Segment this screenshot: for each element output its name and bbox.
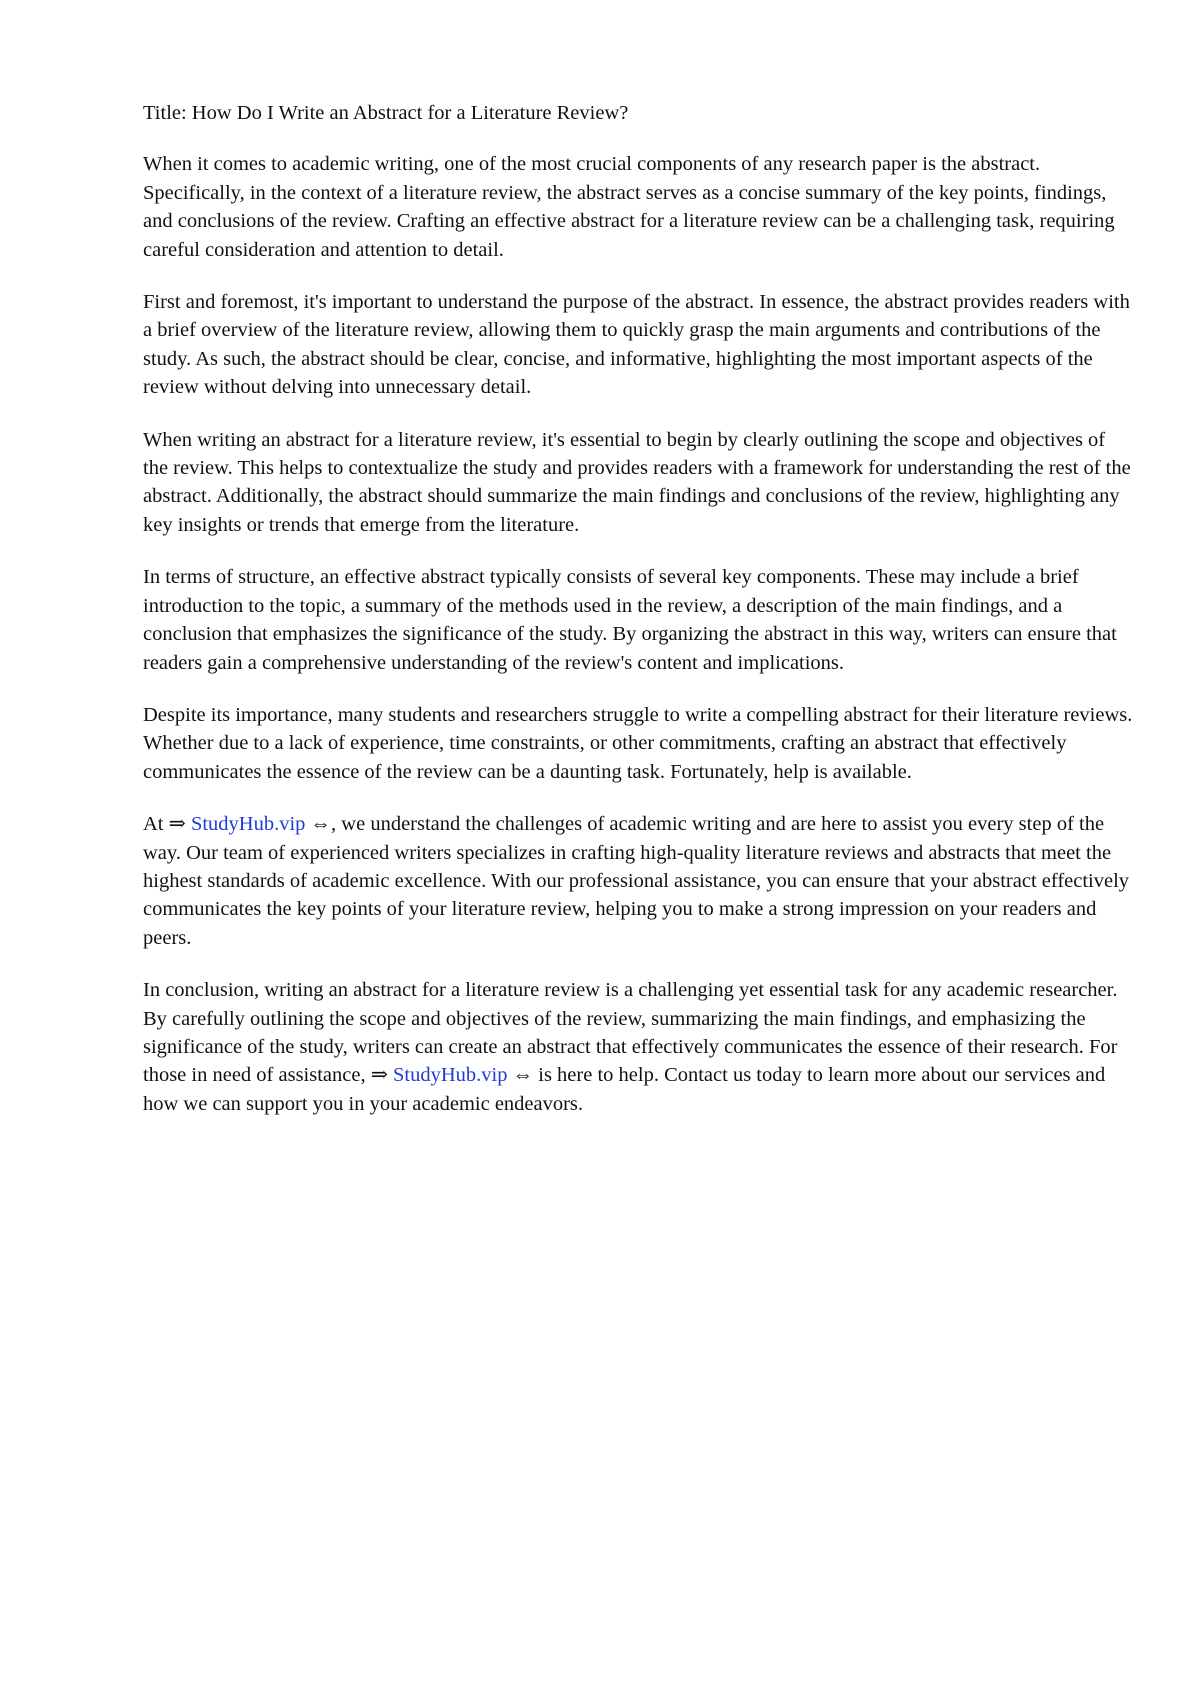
studyhub-link[interactable]: StudyHub.vip	[190, 813, 306, 836]
document-page	[143, 99, 1133, 1142]
paragraph-7-text: In conclusion, writing an abstract for a literature review is a challenging yet essential task for any academic researcher. By carefully outlining the scope and objectives of the review, summarizing the main findings, and emphasizing the significance of the study, writers can create an abstract that effectively communicates the essence of their research. For those in need of assistance, ⇒	[143, 979, 1118, 1087]
paragraph-1: When it comes to academic writing, one of the most crucial components of any research paper is the abstract. Specifically, in the context of a literature review, the abstract serves as a concise summary of the key points, findings, and conclusions of the review. Crafting an effective abstract for a literature review can be a challenging task, requiring careful consideration and attention to detail.	[143, 153, 1115, 261]
paragraph-6-lead: At ⇒	[143, 813, 191, 836]
paragraph-3: When writing an abstract for a literature review, it's essential to begin by clearly outlining the scope and objectives of the review. This helps to contextualize the study and provides readers with a framework for understanding the rest of the abstract. Additionally, the abstract should summarize the main findings and conclusions of the review, highlighting any key insights or trends that emerge from the literature.	[143, 428, 1131, 536]
paragraph-7-tail: ⇔ is here to help. Contact us today to learn more about our services and how we can support you in your academic endeavors.	[143, 1064, 1106, 1115]
document-title: Title: How Do I Write an Abstract for a Literature Review?	[143, 102, 629, 124]
paragraph-6-text: ⇔, we understand the challenges of academic writing and are here to assist you every step of the way. Our team of experienced writers specializes in crafting high-quality literature reviews and abstracts that meet the highest standards of academic excellence. With our professional assistance, you can ensure that your abstract effectively communicates the key points of your literature review, helping you to make a strong impression on your readers and peers.	[143, 813, 1130, 949]
paragraph-6	[143, 810, 1133, 952]
paragraph-4: In terms of structure, an effective abstract typically consists of several key components. These may include a brief introduction to the topic, a summary of the methods used in the review, a description of the main findings, and a conclusion that emphasizes the significance of the study. By organizing the abstract in this way, writers can ensure that readers gain a comprehensive understanding of the review's content and implications.	[143, 566, 1117, 674]
paragraph-7	[143, 976, 1133, 1118]
paragraph-5: Despite its importance, many students and researchers struggle to write a compelling abstract for their literature reviews. Whether due to a lack of experience, time constraints, or other commitments, crafting an abstract that effectively communicates the essence of the review can be a daunting task. Fortunately, help is available.	[143, 703, 1133, 783]
paragraph-2: First and foremost, it's important to understand the purpose of the abstract. In essence, the abstract provides readers with a brief overview of the literature review, allowing them to quickly grasp the main arguments and contributions of the study. As such, the abstract should be clear, concise, and informative, highlighting the most important aspects of the review without delving into unnecessary detail.	[143, 291, 1130, 399]
studyhub-link-conclusion[interactable]: StudyHub.vip	[393, 1064, 508, 1087]
